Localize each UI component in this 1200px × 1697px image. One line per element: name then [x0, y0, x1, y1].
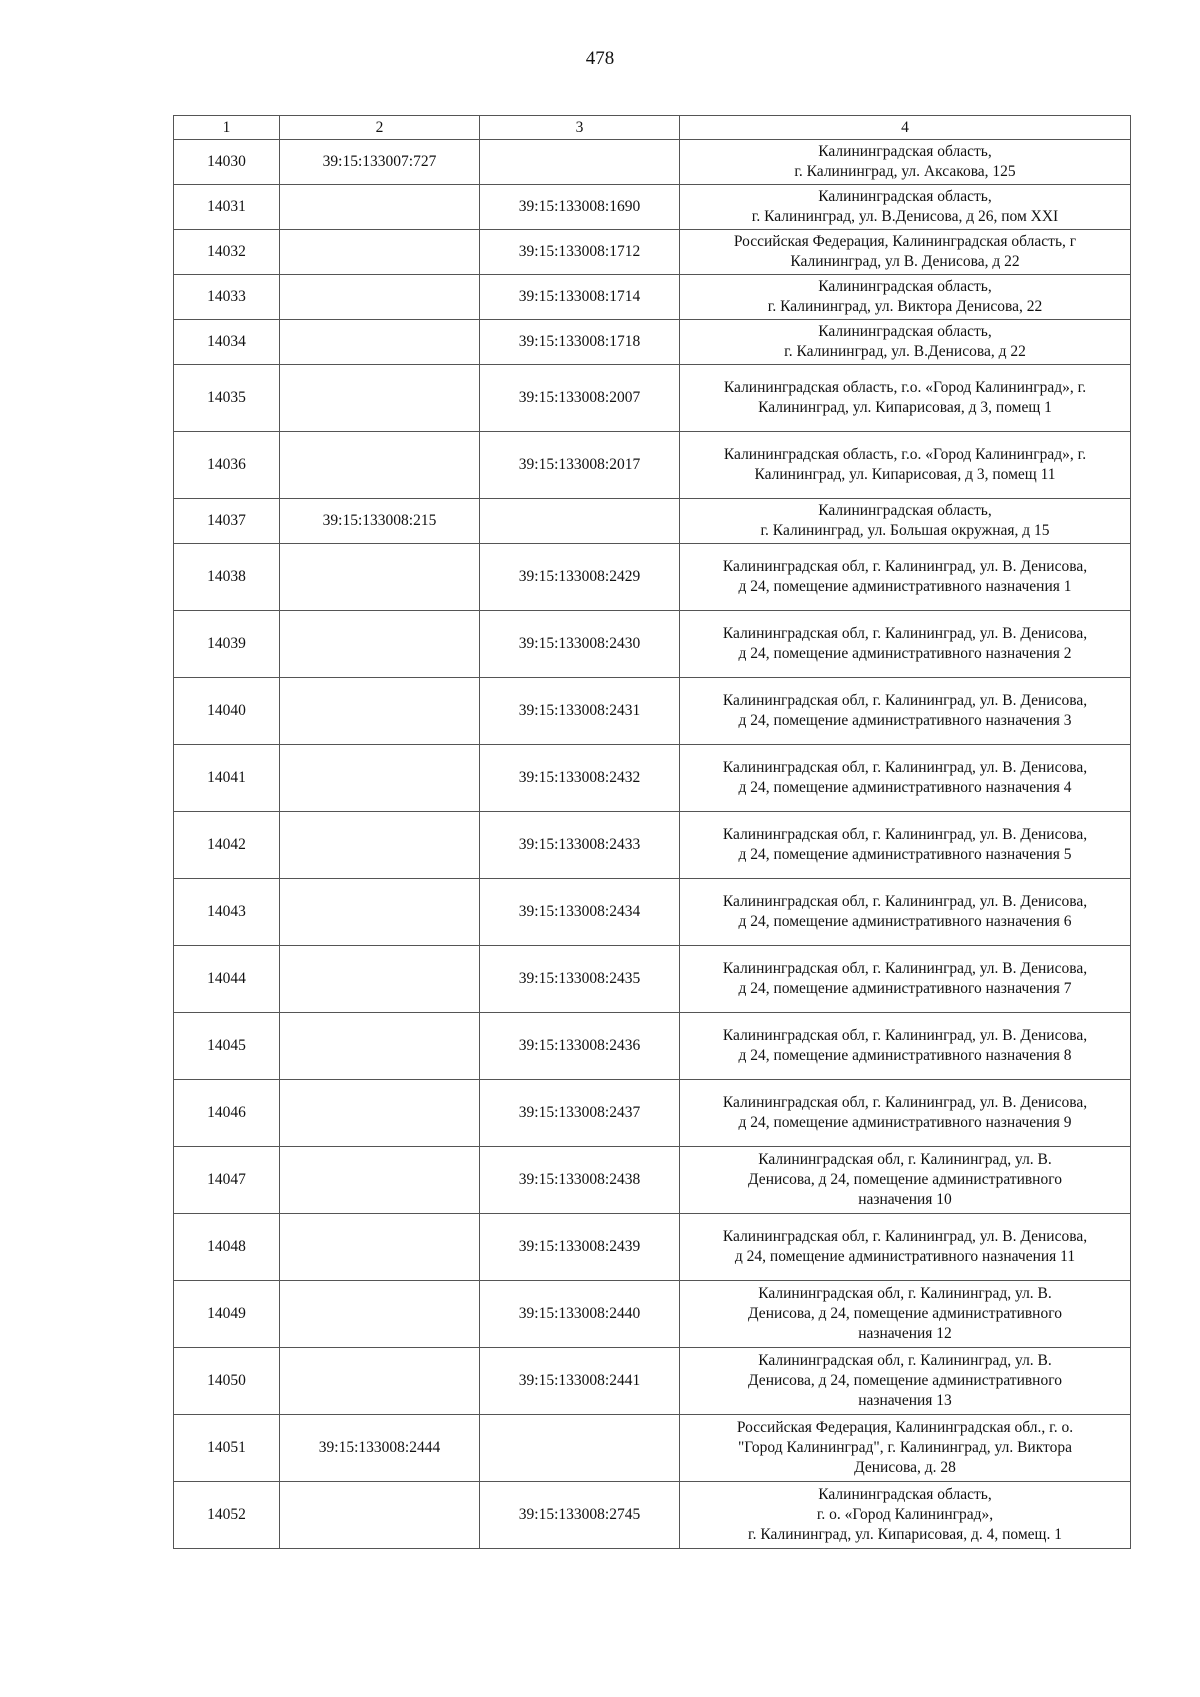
row-number-cell: 14039: [174, 611, 280, 678]
address-line: Калининградская обл, г. Калининград, ул. В. Денисова,: [722, 1026, 1088, 1044]
cadastral-number-cell: [280, 1348, 480, 1415]
table-row: [174, 745, 1131, 812]
address-line: д 24, помещение административного назначения 4: [738, 779, 1072, 796]
table-row: [174, 544, 1131, 611]
cadastral-number-cell: 39:15:133008:2437: [480, 1080, 680, 1147]
table-row: [174, 432, 1131, 499]
address-line: г. Калининград, ул. Кипарисовая, д. 4, помещ. 1: [748, 1526, 1062, 1544]
cadastral-number-cell: 39:15:133008:2435: [480, 946, 680, 1013]
cadastral-number-cell: 39:15:133008:2430: [480, 611, 680, 678]
table-row: [174, 1415, 1131, 1482]
address-line: Калининградская обл, г. Калининград, ул. В. Денисова,: [722, 1227, 1088, 1245]
address-cell: [680, 1281, 1131, 1348]
cadastral-number-cell: [280, 812, 480, 879]
address-line: Российская Федерация, Калининградская область, г: [733, 232, 1077, 250]
address-line: Калининградская обл, г. Калининград, ул. В. Денисова,: [722, 959, 1088, 977]
address-line: г. Калининград, ул. Большая окружная, д 15: [760, 522, 1050, 539]
table-row: [174, 1147, 1131, 1214]
address-cell: [680, 1415, 1131, 1482]
cadastral-number-cell: [280, 1482, 480, 1549]
table-row: [174, 611, 1131, 678]
address-line: Калининградская обл, г. Калининград, ул. В.: [758, 1150, 1052, 1168]
cadastral-number-cell: [280, 275, 480, 320]
address-line: Денисова, д 24, помещение административного: [748, 1371, 1062, 1389]
address-cell: [680, 1214, 1131, 1281]
table-row: [174, 946, 1131, 1013]
address-line: д 24, помещение административного назначения 8: [738, 1047, 1072, 1064]
row-number-cell: 14048: [174, 1214, 280, 1281]
row-number-cell: 14047: [174, 1147, 280, 1214]
address-line: г. Калининград, ул. В.Денисова, д 26, пом XXI: [751, 208, 1059, 225]
address-cell: [680, 812, 1131, 879]
address-line: Калининградская обл, г. Калининград, ул. В. Денисова,: [722, 624, 1088, 642]
address-cell: [680, 230, 1131, 275]
cadastral-number-cell: [280, 1281, 480, 1348]
address-line: д 24, помещение административного назначения 1: [738, 578, 1072, 595]
cadastral-number-cell: 39:15:133008:2441: [480, 1348, 680, 1415]
address-line: д 24, помещение административного назначения 11: [734, 1248, 1076, 1265]
cadastral-number-cell: [280, 365, 480, 432]
cadastral-number-cell: 39:15:133008:2433: [480, 812, 680, 879]
address-cell: [680, 1147, 1131, 1214]
table-row: [174, 140, 1131, 185]
address-line: Калининградская обл, г. Калининград, ул. В. Денисова,: [722, 758, 1088, 776]
address-line: Калининградская обл, г. Калининград, ул. В. Денисова,: [722, 557, 1088, 575]
address-cell: [680, 140, 1131, 185]
cadastral-number-cell: 39:15:133008:2429: [480, 544, 680, 611]
row-number-cell: 14042: [174, 812, 280, 879]
table-row: [174, 812, 1131, 879]
cadastral-number-cell: 39:15:133008:2439: [480, 1214, 680, 1281]
table-row: [174, 230, 1131, 275]
cadastral-number-cell: [280, 432, 480, 499]
table-row: [174, 275, 1131, 320]
address-line: г. Калининград, ул. Виктора Денисова, 22: [767, 298, 1043, 315]
cadastral-number-cell: 39:15:133008:1690: [480, 185, 680, 230]
table-row: [174, 320, 1131, 365]
address-line: Калининградская область,: [818, 501, 992, 519]
address-line: Калининград, ул В. Денисова, д 22: [790, 253, 1020, 270]
address-line: Калининградская область,: [818, 142, 992, 160]
cadastral-number-cell: [280, 1013, 480, 1080]
address-line: Калининград, ул. Кипарисовая, д 3, помещ 1: [758, 399, 1052, 416]
row-number-cell: 14051: [174, 1415, 280, 1482]
address-line: г. о. «Город Калининград»,: [816, 1505, 994, 1523]
row-number-cell: 14050: [174, 1348, 280, 1415]
cadastral-number-cell: [280, 1214, 480, 1281]
row-number-cell: 14044: [174, 946, 280, 1013]
cadastral-number-cell: [280, 230, 480, 275]
address-line: Калининградская обл, г. Калининград, ул. В. Денисова,: [722, 1093, 1088, 1111]
cadastral-number-cell: 39:15:133008:2017: [480, 432, 680, 499]
table-row: [174, 499, 1131, 544]
cadastral-number-cell: 39:15:133008:2432: [480, 745, 680, 812]
cadastral-number-cell: 39:15:133008:215: [280, 499, 480, 544]
cadastral-number-cell: 39:15:133008:2745: [480, 1482, 680, 1549]
cadastral-number-cell: 39:15:133008:2438: [480, 1147, 680, 1214]
cadastral-number-cell: [480, 1415, 680, 1482]
address-line: Калининградская обл, г. Калининград, ул. В.: [758, 1284, 1052, 1302]
row-number-cell: 14036: [174, 432, 280, 499]
address-cell: [680, 1013, 1131, 1080]
address-line: д 24, помещение административного назначения 7: [738, 980, 1072, 997]
cadastral-number-cell: [280, 544, 480, 611]
row-number-cell: 14049: [174, 1281, 280, 1348]
address-line: Калининградская область,: [818, 187, 992, 205]
address-line: Калининградская область, г.о. «Город Калининград», г.: [723, 445, 1087, 463]
cadastral-number-cell: 39:15:133008:2444: [280, 1415, 480, 1482]
cadastral-number-cell: 39:15:133008:1714: [480, 275, 680, 320]
address-cell: [680, 1348, 1131, 1415]
address-line: Денисова, д 24, помещение административного: [748, 1304, 1062, 1322]
address-cell: [680, 432, 1131, 499]
cadastral-number-cell: [480, 499, 680, 544]
row-number-cell: 14038: [174, 544, 280, 611]
address-line: Денисова, д 24, помещение административного: [748, 1170, 1062, 1188]
table-body: [174, 116, 1131, 1549]
address-cell: [680, 365, 1131, 432]
address-line: д 24, помещение административного назначения 3: [738, 712, 1072, 729]
row-number-cell: 14033: [174, 275, 280, 320]
address-line: "Город Калининград", г. Калининград, ул. Виктора: [737, 1438, 1072, 1456]
address-line: назначения 12: [858, 1325, 952, 1343]
table-header-row: [174, 116, 1131, 140]
cadastral-number-cell: 39:15:133007:727: [280, 140, 480, 185]
address-line: Калининградская обл, г. Калининград, ул. В.: [758, 1351, 1052, 1369]
table-row: [174, 1013, 1131, 1080]
address-cell: [680, 1482, 1131, 1549]
row-number-cell: 14031: [174, 185, 280, 230]
row-number-cell: 14046: [174, 1080, 280, 1147]
address-line: назначения 10: [858, 1191, 952, 1209]
cadastral-number-cell: 39:15:133008:2440: [480, 1281, 680, 1348]
table-row: [174, 365, 1131, 432]
address-line: Калининградская область,: [818, 322, 992, 340]
address-line: д 24, помещение административного назначения 9: [738, 1114, 1072, 1131]
address-line: Калининградская обл, г. Калининград, ул. В. Денисова,: [722, 892, 1088, 910]
row-number-cell: 14041: [174, 745, 280, 812]
address-cell: [680, 879, 1131, 946]
address-cell: [680, 611, 1131, 678]
address-line: г. Калининград, ул. Аксакова, 125: [794, 163, 1016, 180]
address-cell: [680, 678, 1131, 745]
address-cell: [680, 320, 1131, 365]
row-number-cell: 14034: [174, 320, 280, 365]
address-line: Российская Федерация, Калининградская обл., г. о.: [736, 1418, 1074, 1436]
page-number: 478: [585, 48, 615, 69]
cadastral-number-cell: [280, 320, 480, 365]
cadastral-number-cell: 39:15:133008:2431: [480, 678, 680, 745]
address-line: д 24, помещение административного назначения 5: [738, 846, 1072, 863]
address-line: Калининградская область,: [818, 1485, 992, 1503]
row-number-cell: 14052: [174, 1482, 280, 1549]
cadastral-number-cell: [280, 1080, 480, 1147]
address-cell: [680, 275, 1131, 320]
address-line: назначения 13: [858, 1392, 952, 1410]
address-cell: [680, 745, 1131, 812]
registry-table: [173, 115, 1131, 1549]
cadastral-number-cell: 39:15:133008:1712: [480, 230, 680, 275]
address-line: Калининградская обл, г. Калининград, ул. В. Денисова,: [722, 691, 1088, 709]
table-row: [174, 185, 1131, 230]
table-row: [174, 1281, 1131, 1348]
address-cell: [680, 185, 1131, 230]
cadastral-number-cell: 39:15:133008:2434: [480, 879, 680, 946]
cadastral-number-cell: [280, 745, 480, 812]
table-row: [174, 1482, 1131, 1549]
column-header-1: 1: [174, 116, 280, 140]
cadastral-number-cell: [280, 1147, 480, 1214]
address-cell: [680, 499, 1131, 544]
address-cell: [680, 1080, 1131, 1147]
table-row: [174, 1080, 1131, 1147]
cadastral-number-cell: 39:15:133008:2007: [480, 365, 680, 432]
row-number-cell: 14030: [174, 140, 280, 185]
cadastral-number-cell: [280, 879, 480, 946]
table-row: [174, 879, 1131, 946]
row-number-cell: 14045: [174, 1013, 280, 1080]
row-number-cell: 14037: [174, 499, 280, 544]
address-line: Калининградская обл, г. Калининград, ул. В. Денисова,: [722, 825, 1088, 843]
cadastral-number-cell: [280, 611, 480, 678]
address-line: Калининградская область, г.о. «Город Калининград», г.: [723, 378, 1087, 396]
address-line: Калининградская область,: [818, 277, 992, 295]
address-line: д 24, помещение административного назначения 6: [738, 913, 1072, 930]
address-line: Денисова, д. 28: [854, 1459, 956, 1477]
cadastral-number-cell: [280, 185, 480, 230]
column-header-4: 4: [680, 116, 1131, 140]
column-header-2: 2: [280, 116, 480, 140]
address-cell: [680, 946, 1131, 1013]
address-line: г. Калининград, ул. В.Денисова, д 22: [784, 343, 1026, 360]
table-row: [174, 678, 1131, 745]
cadastral-number-cell: [280, 946, 480, 1013]
cadastral-number-cell: [480, 140, 680, 185]
row-number-cell: 14035: [174, 365, 280, 432]
address-cell: [680, 544, 1131, 611]
table-row: [174, 1214, 1131, 1281]
cadastral-number-cell: 39:15:133008:2436: [480, 1013, 680, 1080]
row-number-cell: 14040: [174, 678, 280, 745]
row-number-cell: 14032: [174, 230, 280, 275]
column-header-3: 3: [480, 116, 680, 140]
table-row: [174, 1348, 1131, 1415]
cadastral-number-cell: 39:15:133008:1718: [480, 320, 680, 365]
address-line: Калининград, ул. Кипарисовая, д 3, помещ 11: [754, 466, 1056, 483]
address-line: д 24, помещение административного назначения 2: [738, 645, 1072, 662]
row-number-cell: 14043: [174, 879, 280, 946]
cadastral-number-cell: [280, 678, 480, 745]
